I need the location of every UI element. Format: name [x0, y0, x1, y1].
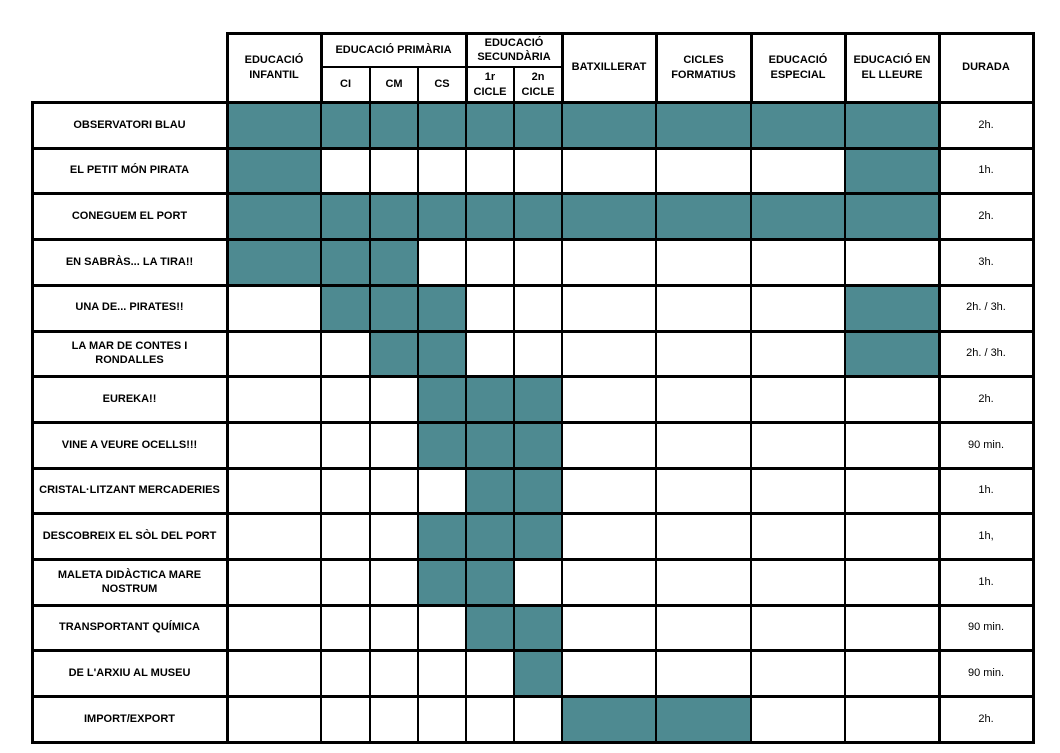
- durada-value: 2h.: [978, 712, 994, 725]
- durada-value: 90 min.: [967, 621, 1005, 634]
- activity-name: UNA DE... PIRATES!!: [75, 301, 184, 314]
- level-cell-empty: [845, 376, 939, 422]
- level-cell-filled: [514, 513, 562, 559]
- level-cell-empty: [466, 650, 514, 696]
- level-cell-filled: [562, 102, 656, 148]
- level-cell-filled: [562, 696, 656, 742]
- grid-line: [31, 512, 1035, 515]
- activity-name: DESCOBREIX EL SÒL DEL PORT: [42, 529, 217, 542]
- level-cell-filled: [514, 650, 562, 696]
- level-cell-empty: [418, 696, 466, 742]
- header-secundaria: EDUCACIÓ SECUNDÀRIA: [477, 36, 551, 63]
- level-cell-empty: [751, 605, 845, 651]
- level-cell-empty: [227, 605, 321, 651]
- level-cell-filled: [370, 102, 418, 148]
- level-cell-filled: [418, 513, 466, 559]
- header-primaria-cm: CM: [385, 78, 403, 91]
- grid-line: [31, 741, 1035, 744]
- activity-name: OBSERVATORI BLAU: [73, 118, 186, 131]
- level-cell-filled: [845, 193, 939, 239]
- level-cell-empty: [227, 376, 321, 422]
- level-cell-filled: [321, 102, 370, 148]
- level-cell-filled: [321, 285, 370, 331]
- level-cell-empty: [321, 605, 370, 651]
- level-cell-filled: [370, 331, 418, 377]
- level-cell-empty: [656, 239, 751, 285]
- header-batxillerat: BATXILLERAT: [571, 61, 647, 74]
- grid-line: [465, 101, 467, 743]
- grid-line: [31, 695, 1035, 698]
- activity-name: TRANSPORTANT QUÍMICA: [59, 621, 200, 634]
- grid-line: [938, 101, 941, 743]
- header-primaria-cs: CS: [434, 78, 450, 91]
- level-cell-empty: [370, 148, 418, 194]
- level-cell-empty: [514, 148, 562, 194]
- durada-value: 1h.: [978, 575, 994, 588]
- level-cell-filled: [845, 331, 939, 377]
- level-cell-empty: [227, 468, 321, 514]
- grid-line: [31, 147, 1035, 150]
- grid-line: [31, 192, 1035, 195]
- level-cell-empty: [227, 513, 321, 559]
- header-infantil: EDUCACIÓ INFANTIL: [244, 54, 304, 81]
- grid-line: [417, 101, 419, 743]
- header-secundaria-2n: 2n CICLE: [521, 71, 555, 98]
- level-cell-empty: [656, 148, 751, 194]
- level-cell-filled: [418, 331, 466, 377]
- grid-line: [844, 101, 846, 743]
- level-cell-empty: [751, 650, 845, 696]
- level-cell-empty: [321, 559, 370, 605]
- grid-line: [655, 32, 658, 102]
- level-cell-empty: [751, 331, 845, 377]
- durada-value: 90 min.: [967, 667, 1005, 680]
- activity-name: CONEGUEM EL PORT: [71, 210, 188, 223]
- level-cell-empty: [751, 559, 845, 605]
- activity-name: EL PETIT MÓN PIRATA: [69, 164, 190, 177]
- level-cell-empty: [562, 468, 656, 514]
- activity-name: IMPORT/EXPORT: [83, 712, 176, 725]
- level-cell-empty: [562, 559, 656, 605]
- activity-name: MALETA DIDÀCTICA MARE NOSTRUM: [57, 568, 202, 595]
- grid-line: [750, 32, 753, 102]
- grid-line: [31, 604, 1035, 607]
- level-cell-empty: [321, 331, 370, 377]
- level-cell-filled: [227, 148, 321, 194]
- grid-line: [321, 66, 562, 68]
- level-cell-filled: [466, 559, 514, 605]
- level-cell-filled: [418, 559, 466, 605]
- level-cell-empty: [227, 422, 321, 468]
- grid-line: [226, 32, 229, 102]
- level-cell-empty: [562, 239, 656, 285]
- level-cell-filled: [370, 193, 418, 239]
- grid-line: [938, 32, 941, 102]
- level-cell-filled: [751, 193, 845, 239]
- level-cell-filled: [418, 376, 466, 422]
- level-cell-empty: [656, 285, 751, 331]
- grid-line: [227, 32, 1035, 35]
- level-cell-empty: [562, 650, 656, 696]
- grid-line: [513, 101, 515, 743]
- grid-line: [369, 101, 371, 743]
- level-cell-empty: [751, 468, 845, 514]
- level-cell-empty: [370, 468, 418, 514]
- grid-line: [465, 32, 468, 102]
- level-cell-empty: [751, 696, 845, 742]
- header-primaria: EDUCACIÓ PRIMÀRIA: [335, 43, 452, 56]
- level-cell-empty: [321, 650, 370, 696]
- level-cell-empty: [845, 422, 939, 468]
- grid-line: [31, 375, 1035, 378]
- activity-name: EN SABRÀS... LA TIRA!!: [65, 255, 194, 268]
- grid-line: [655, 101, 657, 743]
- level-cell-empty: [321, 468, 370, 514]
- level-cell-empty: [227, 650, 321, 696]
- level-cell-empty: [370, 650, 418, 696]
- level-cell-empty: [562, 148, 656, 194]
- level-cell-filled: [418, 102, 466, 148]
- level-cell-filled: [466, 513, 514, 559]
- activity-name: CRISTAL·LITZANT MERCADERIES: [39, 484, 220, 497]
- level-cell-filled: [466, 468, 514, 514]
- header-secundaria-1r: 1r CICLE: [473, 71, 507, 98]
- level-cell-empty: [370, 376, 418, 422]
- grid-line: [31, 330, 1035, 333]
- level-cell-empty: [466, 285, 514, 331]
- level-cell-empty: [418, 239, 466, 285]
- grid-line: [561, 32, 564, 102]
- level-cell-empty: [845, 605, 939, 651]
- level-cell-empty: [845, 468, 939, 514]
- grid-line: [31, 558, 1035, 561]
- level-cell-filled: [656, 102, 751, 148]
- level-cell-empty: [751, 513, 845, 559]
- durada-value: 2h. / 3h.: [966, 347, 1006, 360]
- level-cell-empty: [656, 468, 751, 514]
- level-cell-empty: [751, 285, 845, 331]
- grid-line: [31, 421, 1035, 424]
- durada-value: 2h.: [978, 118, 994, 131]
- level-cell-filled: [321, 239, 370, 285]
- level-cell-filled: [466, 605, 514, 651]
- level-cell-empty: [227, 285, 321, 331]
- activity-name: EUREKA!!: [102, 392, 157, 405]
- level-cell-filled: [514, 605, 562, 651]
- level-cell-empty: [227, 331, 321, 377]
- grid-line: [31, 649, 1035, 652]
- header-durada: DURADA: [962, 61, 1010, 74]
- level-cell-empty: [370, 513, 418, 559]
- level-cell-empty: [845, 559, 939, 605]
- level-cell-filled: [418, 285, 466, 331]
- level-cell-filled: [845, 102, 939, 148]
- level-cell-empty: [514, 696, 562, 742]
- level-cell-empty: [370, 559, 418, 605]
- level-cell-empty: [418, 650, 466, 696]
- level-cell-empty: [562, 513, 656, 559]
- level-cell-empty: [656, 513, 751, 559]
- level-cell-filled: [227, 239, 321, 285]
- level-cell-empty: [514, 239, 562, 285]
- level-cell-filled: [370, 285, 418, 331]
- level-cell-empty: [418, 605, 466, 651]
- level-cell-filled: [466, 102, 514, 148]
- level-cell-empty: [418, 468, 466, 514]
- level-cell-filled: [466, 376, 514, 422]
- grid-line: [31, 284, 1035, 287]
- level-cell-empty: [514, 559, 562, 605]
- level-cell-empty: [227, 696, 321, 742]
- grid-line: [513, 67, 515, 102]
- level-cell-empty: [751, 148, 845, 194]
- level-cell-filled: [514, 422, 562, 468]
- level-cell-empty: [514, 285, 562, 331]
- durada-value: 1h,: [978, 529, 994, 542]
- level-cell-filled: [656, 193, 751, 239]
- level-cell-filled: [418, 193, 466, 239]
- level-cell-empty: [466, 331, 514, 377]
- grid-line: [417, 67, 419, 102]
- level-cell-empty: [845, 513, 939, 559]
- level-cell-filled: [845, 285, 939, 331]
- level-cell-empty: [562, 422, 656, 468]
- level-cell-empty: [321, 376, 370, 422]
- activity-name: DE L'ARXIU AL MUSEU: [68, 667, 191, 680]
- level-cell-empty: [370, 605, 418, 651]
- level-cell-empty: [656, 376, 751, 422]
- grid-line: [31, 101, 1035, 104]
- level-cell-empty: [562, 376, 656, 422]
- level-cell-filled: [751, 102, 845, 148]
- level-cell-filled: [321, 193, 370, 239]
- level-cell-filled: [227, 193, 321, 239]
- header-cicles: CICLES FORMATIUS: [671, 54, 736, 81]
- durada-value: 2h.: [978, 392, 994, 405]
- level-cell-empty: [466, 148, 514, 194]
- level-cell-empty: [466, 239, 514, 285]
- level-cell-empty: [321, 148, 370, 194]
- level-cell-empty: [656, 605, 751, 651]
- level-cell-empty: [845, 696, 939, 742]
- level-cell-empty: [321, 422, 370, 468]
- level-cell-empty: [370, 422, 418, 468]
- level-cell-filled: [466, 193, 514, 239]
- level-cell-empty: [466, 696, 514, 742]
- level-cell-empty: [656, 331, 751, 377]
- level-cell-empty: [370, 696, 418, 742]
- level-cell-empty: [751, 376, 845, 422]
- durada-value: 90 min.: [967, 438, 1005, 451]
- durada-value: 2h. / 3h.: [966, 301, 1006, 314]
- level-cell-empty: [656, 559, 751, 605]
- level-cell-filled: [227, 102, 321, 148]
- level-cell-empty: [751, 422, 845, 468]
- grid-line: [1032, 101, 1035, 743]
- grid-line: [31, 467, 1035, 470]
- durada-value: 1h.: [978, 484, 994, 497]
- grid-line: [320, 101, 322, 743]
- header-primaria-ci: CI: [340, 78, 351, 91]
- level-cell-empty: [845, 650, 939, 696]
- level-cell-empty: [418, 148, 466, 194]
- level-cell-empty: [656, 650, 751, 696]
- grid-line: [750, 101, 752, 743]
- level-cell-filled: [845, 148, 939, 194]
- level-cell-filled: [514, 102, 562, 148]
- grid-line: [31, 238, 1035, 241]
- grid-line: [31, 101, 34, 743]
- level-cell-filled: [514, 193, 562, 239]
- level-cell-empty: [321, 513, 370, 559]
- level-cell-empty: [227, 559, 321, 605]
- level-cell-empty: [751, 239, 845, 285]
- level-cell-empty: [562, 285, 656, 331]
- activity-name: VINE A VEURE OCELLS!!!: [61, 438, 198, 451]
- level-cell-empty: [845, 239, 939, 285]
- level-cell-empty: [562, 605, 656, 651]
- header-especial: EDUCACIÓ ESPECIAL: [768, 54, 828, 81]
- grid-line: [369, 67, 371, 102]
- header-lleure: EDUCACIÓ EN EL LLEURE: [853, 54, 931, 81]
- level-cell-empty: [656, 422, 751, 468]
- durada-value: 2h.: [978, 210, 994, 223]
- grid-line: [561, 101, 563, 743]
- activity-name: LA MAR DE CONTES I RONDALLES: [71, 340, 188, 367]
- level-cell-filled: [656, 696, 751, 742]
- grid-line: [1032, 32, 1035, 102]
- level-cell-filled: [418, 422, 466, 468]
- level-cell-filled: [466, 422, 514, 468]
- grid-line: [844, 32, 847, 102]
- level-cell-filled: [370, 239, 418, 285]
- level-cell-filled: [514, 468, 562, 514]
- durada-value: 1h.: [978, 164, 994, 177]
- grid-line: [226, 101, 229, 743]
- durada-value: 3h.: [978, 255, 994, 268]
- level-cell-filled: [514, 376, 562, 422]
- level-cell-empty: [321, 696, 370, 742]
- grid-line: [320, 32, 323, 102]
- level-cell-empty: [514, 331, 562, 377]
- level-cell-empty: [562, 331, 656, 377]
- level-cell-filled: [562, 193, 656, 239]
